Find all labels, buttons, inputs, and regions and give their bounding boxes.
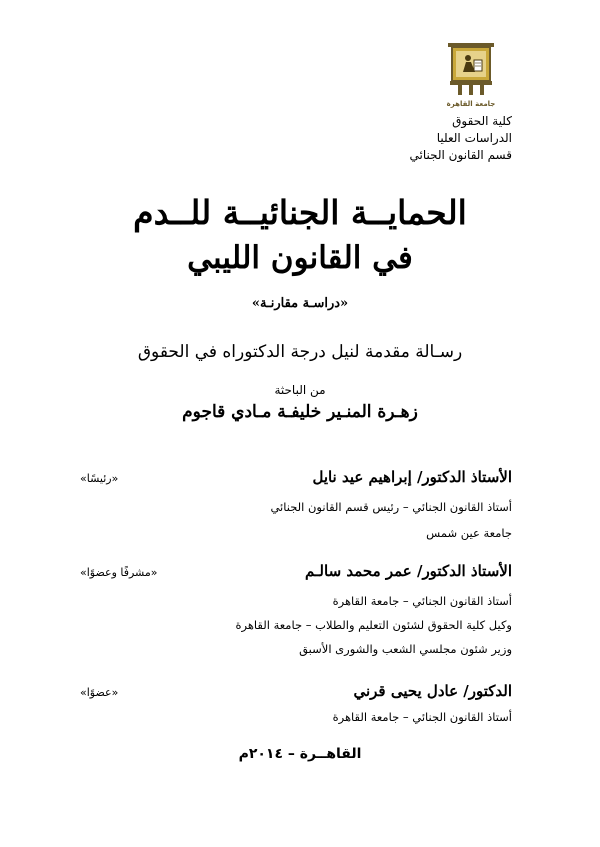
researcher-name: زهـرة المنـير خليفـة مـادي قاجوم (182, 402, 418, 422)
committee-member-detail: أستاذ القانون الجنائي – جامعة القاهرة (332, 710, 512, 724)
thesis-purpose: رسـالة مقدمة لنيل درجة الدكتوراه في الحقوق (137, 342, 463, 362)
faculty-label: كلية الحقوق (452, 114, 512, 128)
committee-member-detail: وزير شئون مجلسي الشعب والشورى الأسبق (299, 642, 512, 656)
logo-caption: جامعة القاهرة (446, 100, 496, 108)
committee-member-role: «رئيسًا» (80, 472, 119, 485)
thesis-subtitle: «دراسـة مقارنـة» (251, 296, 349, 311)
committee-member-detail: جامعة عين شمس (426, 526, 512, 540)
committee-member-name: الأستاذ الدكتور/ إبراهيم عيد نايل (312, 468, 512, 486)
committee-member-detail: أستاذ القانون الجنائي – جامعة القاهرة (332, 594, 512, 608)
thesis-title-line-1: الحمايــة الجنائيــة للــدم (133, 193, 467, 232)
thesis-title-line-2: في القانون الليبي (187, 240, 413, 276)
committee-member-role: «مشرفًا وعضوًا» (80, 566, 158, 579)
committee-member-name: الدكتور/ عادل يحيى قرني (353, 682, 512, 700)
committee-member-role: «عضوًا» (80, 686, 119, 699)
committee-member-detail: وكيل كلية الحقوق لشئون التعليم والطلاب – جامعة القاهرة (235, 618, 512, 632)
department-label: قسم القانون الجنائي (409, 148, 512, 162)
graduate-studies-label: الدراسات العليا (436, 131, 512, 145)
researcher-label: من الباحثة (274, 383, 326, 397)
committee-member-name: الأستاذ الدكتور/ عمر محمد سالـم (305, 562, 512, 580)
committee-member-detail: أستاذ القانون الجنائي – رئيس قسم القانون الجنائي (270, 500, 512, 514)
place-and-year: القاهــرة – ٢٠١٤م (238, 746, 362, 762)
